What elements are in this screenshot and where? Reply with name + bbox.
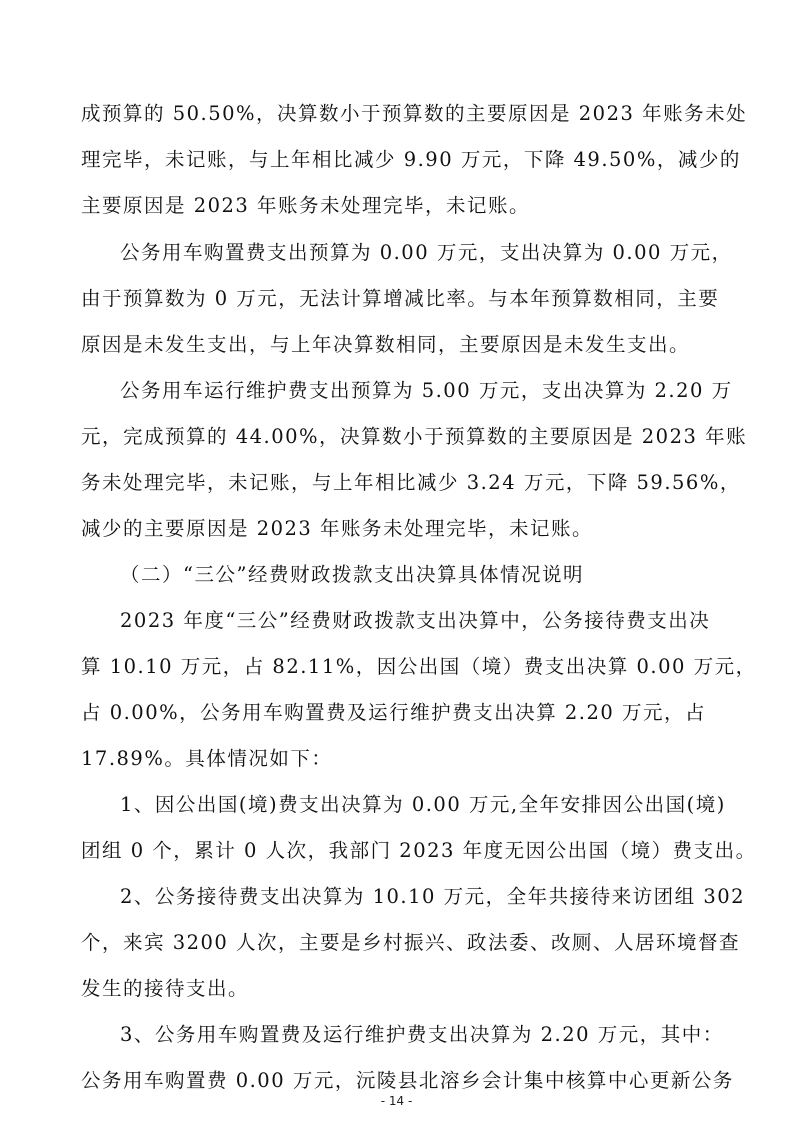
paragraph-line: 原因是未发生支出，与上年决算数相同，主要原因是未发生支出。 (81, 333, 691, 356)
paragraph-line: 17.89%。具体情况如下： (81, 747, 333, 770)
paragraph-line: 3、公务用车购置费及运行维护费支出决算为 2.20 万元，其中： (120, 1023, 724, 1046)
page-number: - 14 - (380, 1094, 413, 1108)
section-heading: （二）“三公”经费财政拨款支出决算具体情况说明 (120, 563, 584, 586)
paragraph-line: 务未处理完毕，未记账，与上年相比减少 3.24 万元，下降 59.56%， (81, 471, 741, 494)
paragraph-line: 个，来宾 3200 人次，主要是乡村振兴、政法委、改厕、人居环境督查 (81, 931, 741, 954)
paragraph-line: 减少的主要原因是 2023 年账务未处理完毕，未记账。 (81, 517, 594, 540)
paragraph-line: 公务用车运行维护费支出预算为 5.00 万元，支出决算为 2.20 万 (120, 379, 733, 402)
paragraph-line: 团组 0 个，累计 0 人次，我部门 2023 年度无因公出国（境）费支出。 (81, 839, 757, 862)
paragraph-line: 发生的接待支出。 (81, 977, 250, 1000)
paragraph-line: 公务用车购置费支出预算为 0.00 万元，支出决算为 0.00 万元， (120, 241, 733, 264)
paragraph-line: 2023 年度“三公”经费财政拨款支出决算中，公务接待费支出决 (120, 609, 711, 632)
paragraph-line: 主要原因是 2023 年账务未处理完毕，未记账。 (81, 194, 531, 217)
paragraph-line: 2、公务接待费支出决算为 10.10 万元，全年共接待来访团组 302 (120, 885, 746, 908)
paragraph-line: 理完毕，未记账，与上年相比减少 9.90 万元，下降 49.50%，减少的 (81, 148, 741, 171)
paragraph-line: 算 10.10 万元，占 82.11%，因公出国（境）费支出决算 0.00 万元， (81, 655, 757, 678)
paragraph-line: 占 0.00%，公务用车购置费及运行维护费支出决算 2.20 万元，占 (81, 701, 706, 724)
paragraph-line: 公务用车购置费 0.00 万元，沅陵县北溶乡会计集中核算中心更新公务 (81, 1069, 734, 1092)
paragraph-line: 由于预算数为 0 万元，无法计算增减比率。与本年预算数相同，主要 (81, 287, 720, 310)
paragraph-line: 成预算的 50.50%，决算数小于预算数的主要原因是 2023 年账务未处 (81, 102, 748, 125)
paragraph-line: 1、因公出国(境)费支出决算为 0.00 万元,全年安排因公出国(境) (120, 793, 726, 816)
paragraph-line: 元，完成预算的 44.00%，决算数小于预算数的主要原因是 2023 年账 (81, 425, 748, 448)
